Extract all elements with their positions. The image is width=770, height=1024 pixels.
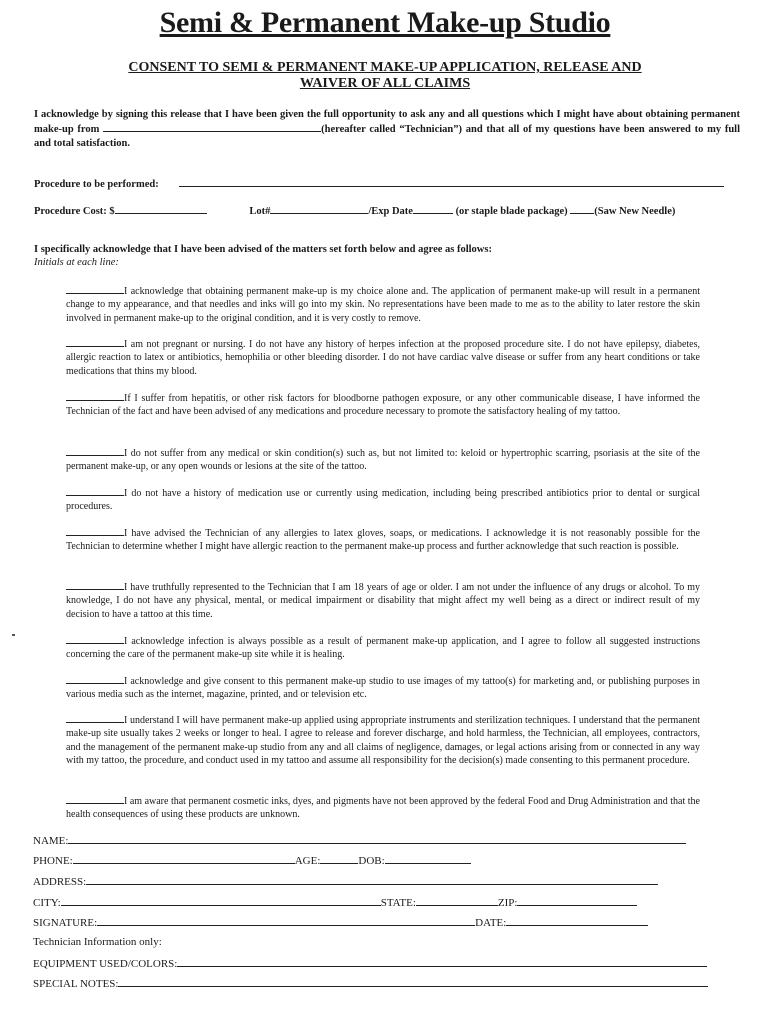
city-state-zip-row: [33, 895, 637, 909]
exp-date-label: /Exp Date: [368, 206, 413, 217]
initials-line[interactable]: [66, 337, 124, 347]
phone-age-dob-row: [33, 853, 471, 867]
equipment-field: [33, 956, 707, 970]
clause-skin-condition: [66, 446, 700, 474]
zip-label: ZIP:: [497, 897, 518, 909]
state-line[interactable]: [416, 895, 498, 906]
staple-blade-label: (or staple blade package): [455, 206, 568, 217]
dob-line[interactable]: [385, 853, 471, 864]
technician-info-label: Technician Information only:: [33, 936, 162, 948]
procedure-performed-label: Procedure to be performed:: [34, 179, 159, 190]
clause-text: I do not suffer from any medical or skin condition(s) such as, but not limited to: keloid or hypertrophic scarring, psoriasis at the site of the permanent make-up, or any open wounds or lesions at the site of the tattoo.: [66, 448, 700, 473]
procedure-cost-label: Procedure Cost: $: [34, 206, 115, 217]
age-line[interactable]: [320, 853, 358, 864]
clause-age-impairment: [66, 580, 700, 621]
exp-date-line[interactable]: [413, 204, 453, 214]
procedure-cost-line[interactable]: [115, 204, 207, 214]
procedure-cost-row: [34, 204, 675, 217]
clause-text: I do not have a history of medication use or currently using medication, including being prescribed antibiotics prior to dental or surgical procedures.: [66, 488, 700, 513]
address-label: ADDRESS:: [33, 876, 87, 888]
date-label: DATE:: [475, 917, 507, 929]
initials-line[interactable]: [66, 391, 124, 401]
clause-fda: [66, 794, 700, 822]
clause-medication: [66, 486, 700, 514]
clause-text: I am aware that permanent cosmetic inks, dyes, and pigments have not been approved by the federal Food and Drug Administration and that the health consequences of using these products are unknown.: [66, 796, 700, 821]
clause-text: I acknowledge infection is always possible as a result of permanent make-up application, and I agree to follow all suggested instructions concerning the care of the permanent make-up site while it is healing.: [66, 636, 700, 661]
special-notes-label: SPECIAL NOTES:: [33, 978, 119, 990]
initials-line[interactable]: [66, 486, 124, 496]
initials-line[interactable]: [66, 674, 124, 684]
address-field: [33, 874, 658, 888]
signature-date-row: [33, 915, 648, 929]
initials-line[interactable]: [66, 284, 124, 294]
clause-text: I acknowledge that obtaining permanent make-up is my choice alone and. The application of permanent make-up will result in a permanent change to my appearance, and that needles and inks will go into my skin. No representations have been made to me as to the ability to later restore the skin involved in permanent make-up to the original condition, and it is very costly to remove.: [66, 286, 700, 324]
special-notes-field: [33, 976, 708, 990]
date-line[interactable]: [506, 915, 648, 926]
clause-infection: [66, 634, 700, 662]
clause-choice: [66, 284, 700, 325]
procedure-performed-row: [34, 177, 724, 190]
form-subtitle: [60, 60, 710, 92]
technician-name-line[interactable]: [103, 122, 321, 132]
page-title: Semi & Permanent Make-up Studio: [159, 6, 611, 39]
initials-line[interactable]: [66, 580, 124, 590]
subtitle-line-2: WAIVER OF ALL CLAIMS: [299, 76, 471, 91]
city-line[interactable]: [61, 895, 381, 906]
name-line[interactable]: [68, 833, 686, 844]
name-label: NAME:: [33, 835, 69, 847]
name-field: [33, 833, 686, 847]
signature-label: SIGNATURE:: [33, 917, 98, 929]
scan-speck: [12, 634, 15, 636]
clause-text: I acknowledge and give consent to this permanent make-up studio to use images of my tattoo(s) for marketing and, or publishing purposes in various media such as the internet, magazine, printed, and or television etc.: [66, 676, 700, 701]
clause-text: I have advised the Technician of any allergies to latex gloves, soaps, or medications. I acknowledge it is not reasonably possible for the Technician to determine whether I might have allergic reaction to the permanent make-up process and further acknowledge that such reaction is possible.: [66, 528, 700, 553]
equipment-line[interactable]: [177, 956, 707, 967]
acknowledgement-heading: I specifically acknowledge that I have been advised of the matters set forth below and agree as follows:: [34, 244, 492, 255]
clause-text: If I suffer from hepatitis, or other risk factors for bloodborne pathogen exposure, or any other communicable disease, I have informed the Technician of the fact and have been advised of any medications and procedure necessary to promote the satisfactory healing of my tattoo.: [66, 393, 700, 418]
subtitle-line-1: CONSENT TO SEMI & PERMANENT MAKE-UP APPLICATION, RELEASE AND: [128, 60, 642, 75]
clause-image-consent: [66, 674, 700, 702]
age-label: AGE:: [294, 855, 321, 867]
intro-text-2: (hereafter called “Technician”) and that all of my questions have been answered to my full and total satisfaction.: [34, 124, 741, 149]
initials-line[interactable]: [66, 634, 124, 644]
clause-text: I understand I will have permanent make-up applied using appropriate instruments and sterilization techniques. I understand that the permanent make-up site usually takes 2 weeks or longer to heal. I agree to release and forever discharge, and hold harmless, the Technician, all employees, contractors, and the management of the permanent make-up studio from any and all claims of negligence, damages, or legal actions arising from or connected in any way with my tattoo, the procedure, and conduct used in my tattoo and assume all responsibility for the decision(s) made consenting to this permanent procedure.: [66, 715, 700, 767]
new-needle-label: (Saw New Needle): [594, 206, 676, 217]
new-needle-initial-line[interactable]: [570, 204, 594, 214]
initials-line[interactable]: [66, 446, 124, 456]
signature-line[interactable]: [97, 915, 475, 926]
clause-medical-history: [66, 337, 700, 378]
zip-line[interactable]: [517, 895, 637, 906]
clause-allergies: [66, 526, 700, 554]
procedure-performed-line[interactable]: [179, 177, 724, 187]
intro-text-1: I acknowledge by signing this release that I have been given the full opportunity to ask any and all questions which I might have about obtaining permanent make-up from: [34, 109, 740, 135]
initials-line[interactable]: [66, 526, 124, 536]
state-label: STATE:: [380, 897, 416, 909]
clause-text: I have truthfully represented to the Technician that I am 18 years of age or older. I am not under the influence of any drugs or alcohol. To my knowledge, I do not have any physical, mental, or medical impairment or disability that might affect my well being as a direct or indirect result of my decision to have a tattoo at this time.: [66, 582, 700, 620]
equipment-label: EQUIPMENT USED/COLORS:: [33, 958, 178, 970]
initials-line[interactable]: [66, 794, 124, 804]
phone-line[interactable]: [73, 853, 295, 864]
clause-release: [66, 713, 700, 768]
intro-paragraph: [34, 108, 740, 151]
lot-label: Lot#: [249, 206, 271, 217]
address-line[interactable]: [86, 874, 658, 885]
city-label: CITY:: [33, 897, 61, 909]
special-notes-line[interactable]: [118, 976, 708, 987]
clause-communicable-disease: [66, 391, 700, 419]
initials-instruction: Initials at each line:: [34, 257, 119, 268]
clause-text: I am not pregnant or nursing. I do not have any history of herpes infection at the proposed procedure site. I do not have epilepsy, diabetes, allergic reaction to latex or antibiotics, hemophilia or other bleeding disorder. I do not have cardiac valve disease or suffer from any heart conditions or take medications that thins my blood.: [66, 339, 700, 377]
dob-label: DOB:: [358, 855, 385, 867]
lot-line[interactable]: [270, 204, 368, 214]
phone-label: PHONE:: [33, 855, 73, 867]
initials-line[interactable]: [66, 713, 124, 723]
